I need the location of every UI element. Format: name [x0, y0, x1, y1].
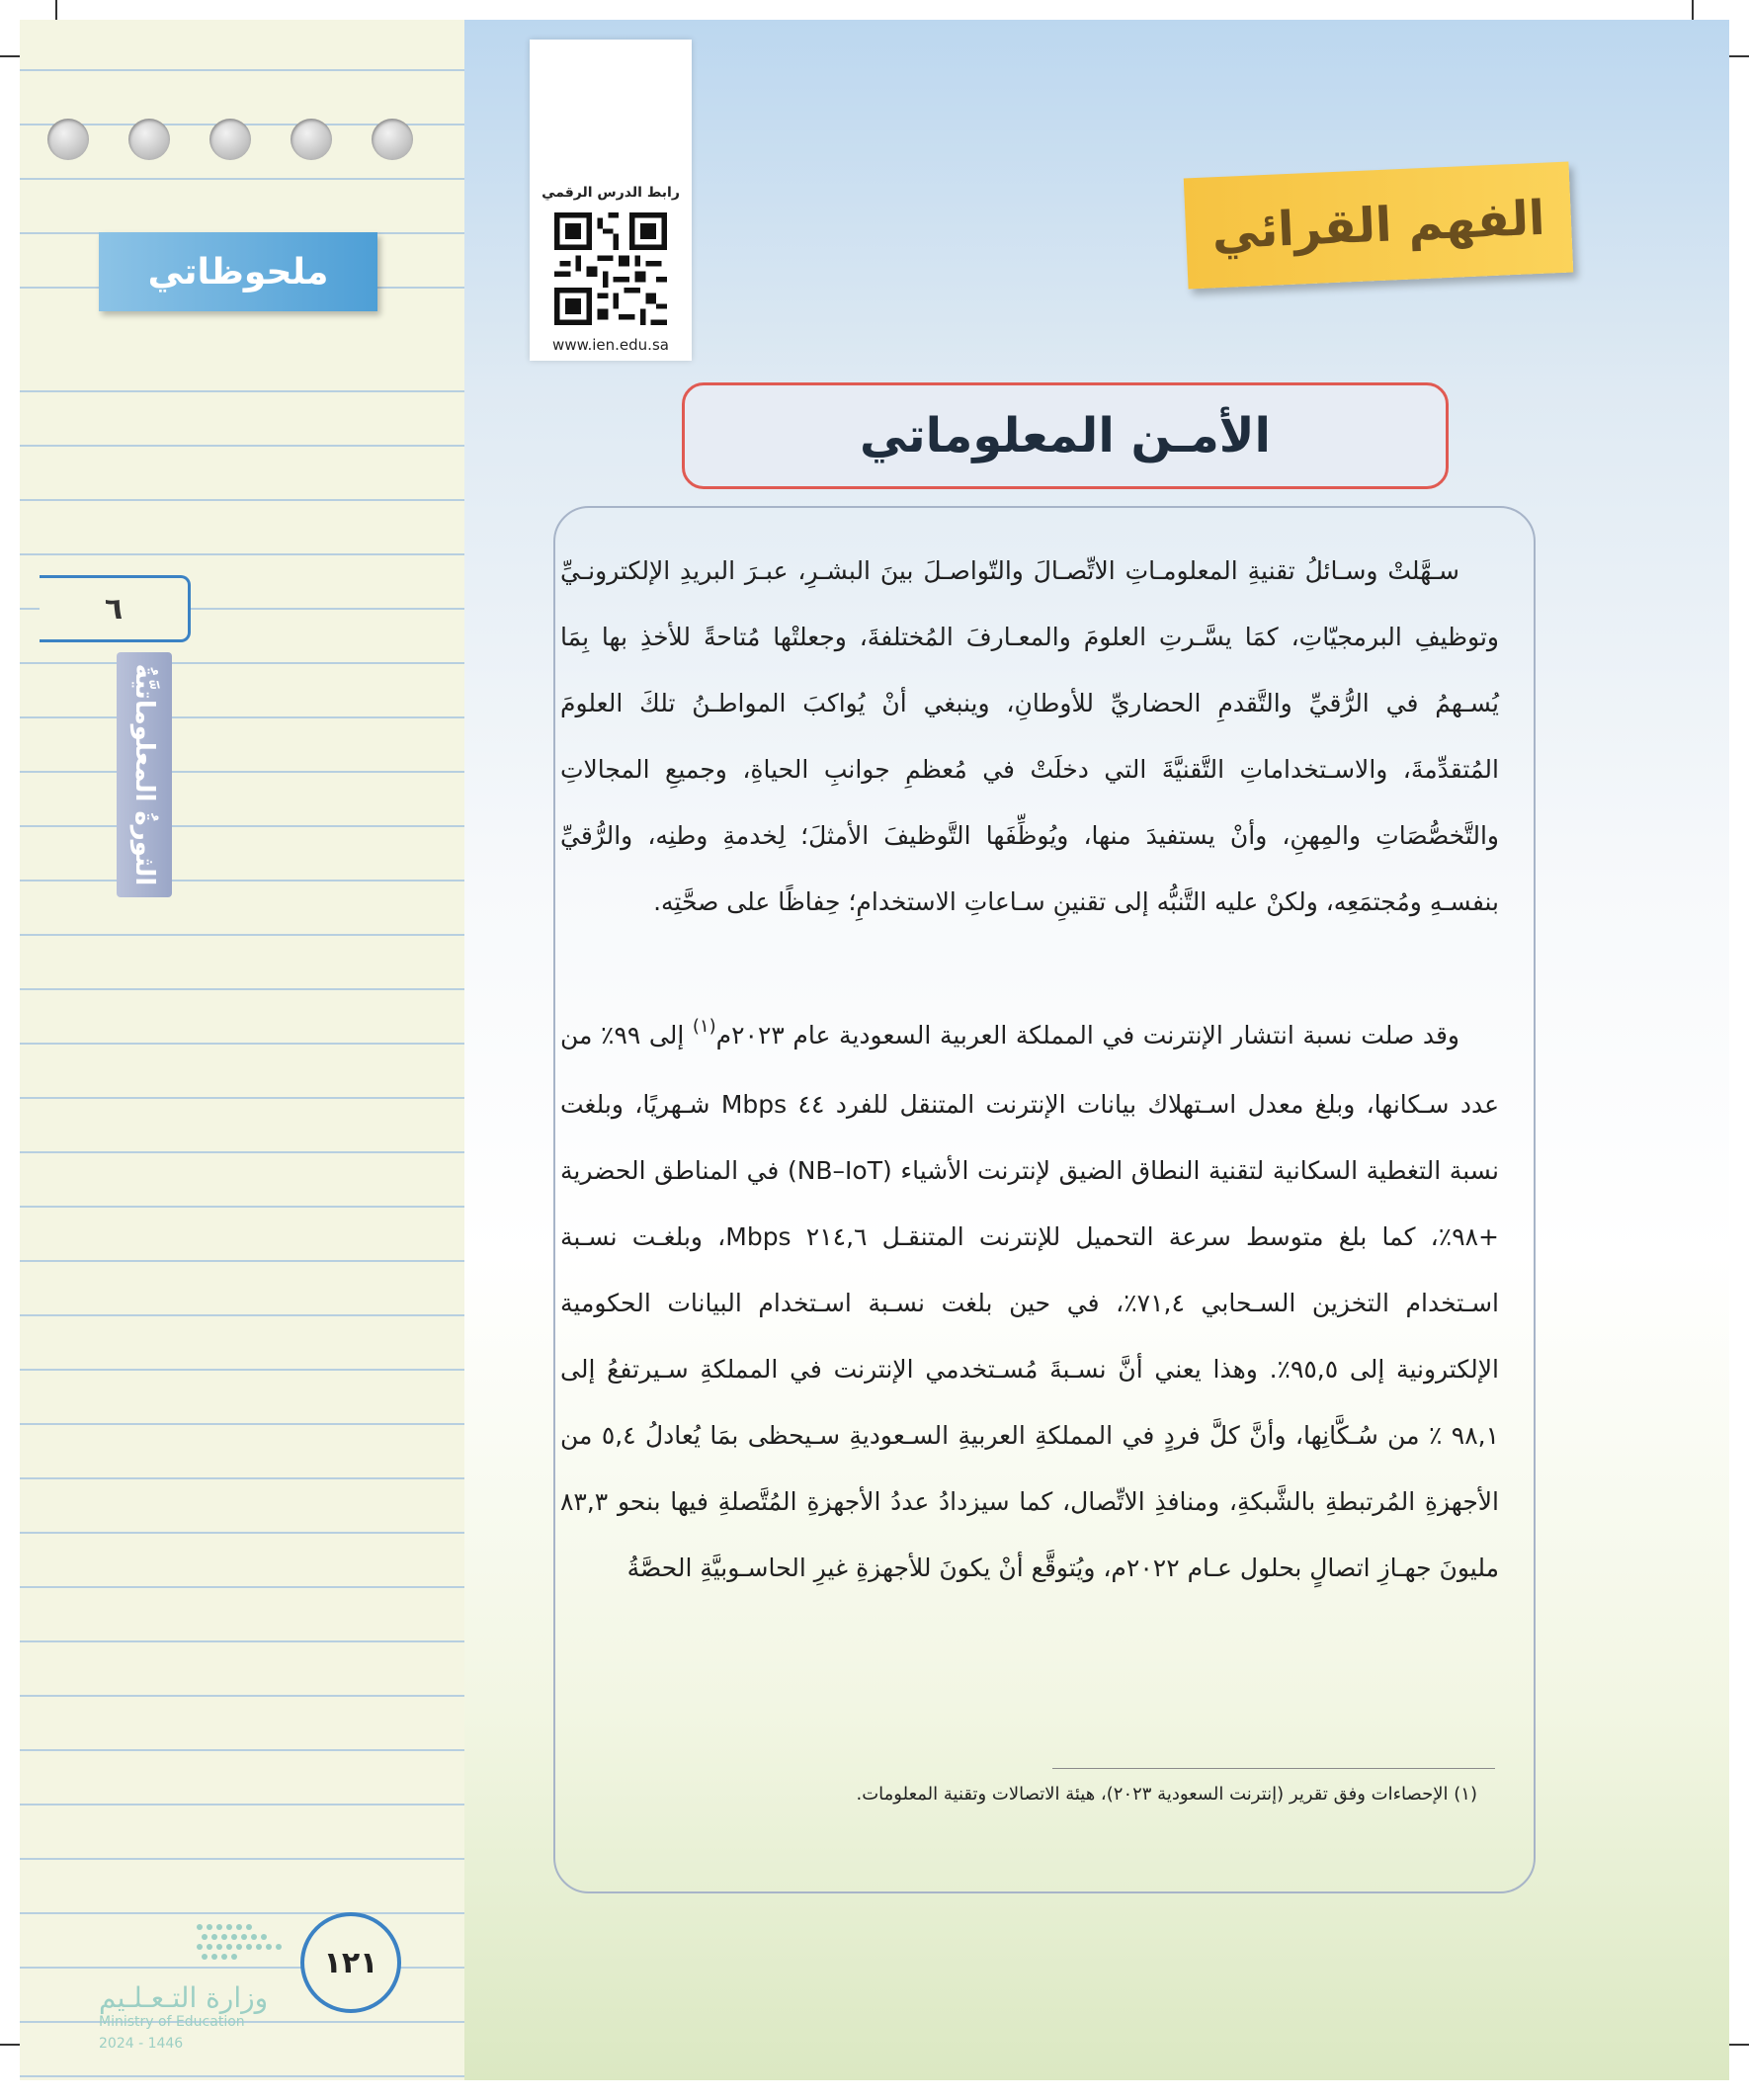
ministry-name-en: Ministry of Education — [99, 2014, 245, 2030]
page-main — [464, 20, 1729, 2080]
unit-title: الثورةُ المعلوماتيَّةُ — [129, 663, 159, 886]
qr-url[interactable]: www.ien.edu.sa — [552, 336, 669, 354]
ministry-name-ar: وزارة التـعـلـيم — [99, 1981, 269, 2014]
lesson-title: الأمـن المعلوماتي — [860, 408, 1271, 463]
qr-code-icon[interactable] — [554, 212, 667, 325]
qr-label: رابط الدرس الرقمي — [541, 185, 680, 201]
binder-ring — [372, 119, 413, 160]
paragraph-2 — [560, 1002, 1499, 1601]
qr-card[interactable] — [530, 40, 692, 361]
content-box — [553, 506, 1536, 1893]
binder-ring — [209, 119, 251, 160]
footnote-ref: (١) — [692, 1016, 716, 1037]
paragraph-1-text: سـهَّلتْ وسـائلُ تقنيةِ المعلومـاتِ الاتِّصـالَ والتّواصـلَ بينَ البشـرِ، عبـرَ البريدِ الإلكترونـيِّ وتوظيفِ البرمجيّاتِ، كمَا يسَّـرتِ العلومَ والمعـارفَ المُختلفةَ، وجعلتْها مُتاحةً للأخذِ بها بِمَا يُسـهمُ في الرُّقيِّ والتَّقدمِ الحضاريِّ للأوطانِ، وينبغي أنْ يُواكبَ المواطـنُ تلكَ العلومَ المُتقدِّمةَ، والاسـتخداماتِ التَّقنيَّةَ التي دخلَتْ في مُعظمِ جوانبِ الحياةِ، وجميعِ المجالاتِ والتَّخصُّصَاتِ والمِهنِ، وأنْ يستفيدَ منها، ويُوظِّفَها التَّوظيفَ الأمثلَ؛ لِخدمةِ وطنِه، والرُّقيِّ بنفسـهِ ومُجتمَعِه، ولكنْ عليه التَّنبُّه إلى تقنينِ سـاعاتِ الاستخدامِ؛ حِفاظًا على صحَّتِه. — [560, 556, 1499, 916]
section-title: الفهم القرائي — [1210, 190, 1546, 261]
binder-ring — [47, 119, 89, 160]
paragraph-2-rest: إلى ٩٩٪ من عدد سـكانها، وبلغ معدل اسـتهلاك بيانات الإنترنت المتنقل للفرد ٤٤ Mbps شـهريًا، وبلغت نسبة التغطية السكانية لتقنية النطاق الضيق لإنترنت الأشياء (NB–IoT) في المناطق الحضرية +٩٨٪، كما بلغ متوسط سرعة التحميل للإنترنت المتنقـل ٢١٤,٦ Mbps، وبلغـت نسـبة اسـتخدام التخزين السـحابي ٧١,٤٪، في حين بلغت نسـبة اسـتخدام البيانات الحكومية الإلكترونية إلى ٩٥,٥٪. وهذا يعني أنَّ نسـبةَ مُسـتخدمي الإنترنت في المملكةِ سـيرتفعُ إلى ٩٨,١ ٪ من سُـكَّانِها، وأنَّ كلَّ فردٍ في المملكةِ العربيةِ السـعوديةِ سـيحظى بمَا يُعادلُ ٥,٤ من الأجهزةِ المُرتبطةِ بالشَّبكةِ، ومنافذِ الاتِّصال، كما سيزدادُ عددُ الأجهزةِ المُتَّصلةِ فيها بنحو ٨٣,٣ مليونَ جهـازِ اتصالٍ بحلول عـام ٢٠٢٢م، ويُتوقَّع أنْ يكونَ للأجهزةِ غيرِ الحاسـوبيَّةِ الحصَّةُ — [560, 1021, 1499, 1582]
notes-sidebar — [20, 20, 465, 2080]
page-number: ١٢١ — [300, 1912, 401, 2013]
paragraph-1 — [560, 538, 1499, 935]
footnote-divider — [1052, 1768, 1495, 1769]
ministry-logo-icon — [190, 1917, 308, 1967]
binder-ring — [128, 119, 170, 160]
ministry-year: 2024 - 1446 — [99, 2036, 184, 2052]
binder-ring — [291, 119, 332, 160]
notes-label: ملحوظاتي — [99, 232, 377, 311]
section-banner — [1184, 162, 1574, 290]
unit-number: ٦ — [40, 575, 191, 642]
footnote: (١) الإحصاءات وفق تقرير (إنترنت السعودية ٢٠٢٣)، هيئة الاتصالات وتقنية المعلومات. — [856, 1784, 1477, 1805]
paragraph-2-start: وقد صلت نسبة انتشار الإنترنت في المملكة العربية السعودية عام ٢٠٢٣م — [715, 1021, 1460, 1050]
lesson-title-box — [682, 382, 1449, 489]
